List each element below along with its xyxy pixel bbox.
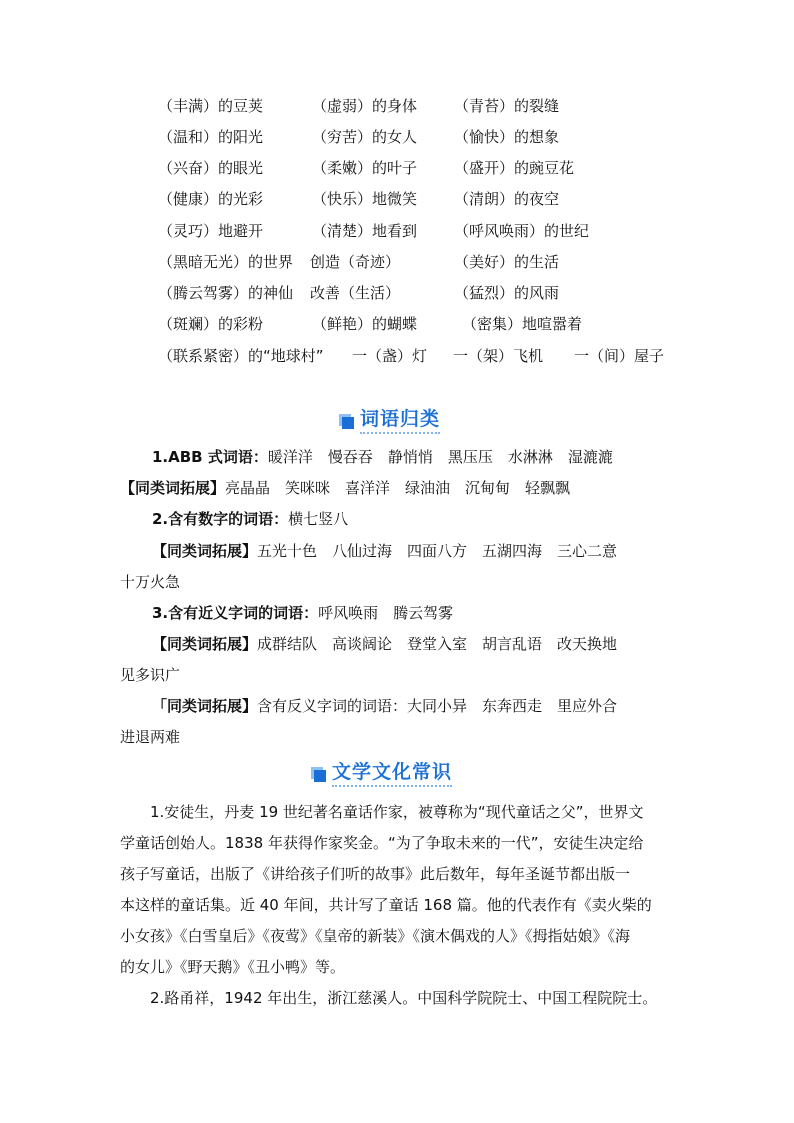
abb-words-line: 1.ABB 式词语：暖洋洋 慢吞吞 静悄悄 黑压压 水淋淋 湿漉漉 <box>152 448 613 466</box>
word-pair: （联系紧密）的“地球村” <box>158 347 324 365</box>
extension-line: 【同类词拓展】五光十色 八仙过海 四面八方 五湖四海 三心二意 <box>152 542 618 560</box>
extension-line: 【同类词拓展】成群结队 高谈阔论 登堂入室 胡言乱语 改天换地 <box>152 635 618 653</box>
word-pair: （黑暗无光）的世界 <box>158 253 294 271</box>
heading-square-icon <box>342 417 354 429</box>
word-pair: （鲜艳）的蝴蝶 <box>312 315 418 333</box>
antonym-words-line: 「同类词拓展】含有反义字词的词语：大同小异 东奔西走 里应外合 <box>152 697 618 715</box>
word-pair: （腾云驾雾）的神仙 <box>158 284 294 302</box>
word-pair: （快乐）地微笑 <box>312 190 418 208</box>
word-pair: （柔嫩）的叶子 <box>312 159 418 177</box>
word-pair: （丰满）的豆荚 <box>158 97 264 115</box>
section-heading-word-classification <box>342 405 440 433</box>
word-pair: （青苔）的裂缝 <box>454 97 560 115</box>
extension-line: 【同类词拓展】亮晶晶 笑咪咪 喜洋洋 绿油油 沉甸甸 轻飘飘 <box>120 479 571 497</box>
andersen-paragraph: 1.安徒生，丹麦 19 世纪著名童话作家，被尊称为“现代童话之父”，世界文 学童话创始人。1838 年获得作家奖金。“为了争取未来的一代”，安徒生决定给 孩子写童话，出版了《讲给孩子们听的故事》此后数年，每年圣诞节都出版一 本这样的童话集。近 40 年间，共计写了童话 168 篇。他的代表作有《卖火柴的 小女孩》《白雪皇后》《夜莺》《皇帝的新装》《演木偶戏的人》《拇指姑娘》《海 的女儿》《野天鹅》《丑小鸭》等。 <box>120 803 652 976</box>
section-title: 词语归类 <box>360 404 440 434</box>
number-words-line: 2.含有数字的词语：横七竖八 <box>152 510 349 528</box>
word-pair: 一（间）屋子 <box>574 347 665 365</box>
extension-line-cont: 见多识广 <box>120 666 181 684</box>
word-pair: （虚弱）的身体 <box>312 97 418 115</box>
word-pair: （穷苦）的女人 <box>312 128 418 146</box>
word-pair: （斑斓）的彩粉 <box>158 315 264 333</box>
synonym-words-line: 3.含有近义字词的词语：呼风唤雨 腾云驾雾 <box>152 604 454 622</box>
word-pair: （温和）的阳光 <box>158 128 264 146</box>
word-pair: （清楚）地看到 <box>312 222 418 240</box>
word-pair: 改善（生活） <box>310 284 401 302</box>
extension-line-cont: 进退两难 <box>120 728 181 746</box>
lu-yongxiang-paragraph: 2.路甬祥，1942 年出生，浙江慈溪人。中国科学院院士、中国工程院院士。 <box>150 989 658 1007</box>
word-pair: （清朗）的夜空 <box>454 190 560 208</box>
word-pair: 创造（奇迹） <box>310 253 401 271</box>
word-pair: （密集）地喧嚣着 <box>462 315 583 333</box>
word-pair: （呼风唤雨）的世纪 <box>454 222 590 240</box>
word-pair: （愉快）的想象 <box>454 128 560 146</box>
word-pair: 一（架）飞机 <box>453 347 544 365</box>
word-pair: （盛开）的豌豆花 <box>454 159 575 177</box>
heading-square-icon <box>314 770 326 782</box>
extension-line-cont: 十万火急 <box>120 573 181 591</box>
word-pair: （猛烈）的风雨 <box>454 284 560 302</box>
word-pair: （健康）的光彩 <box>158 190 264 208</box>
section-heading-literature <box>314 758 452 786</box>
word-pair: （美好）的生活 <box>454 253 560 271</box>
word-pair: （兴奋）的眼光 <box>158 159 264 177</box>
word-pair: （灵巧）地避开 <box>158 222 264 240</box>
section-title: 文学文化常识 <box>332 757 452 787</box>
word-pair: 一（盏）灯 <box>352 347 428 365</box>
